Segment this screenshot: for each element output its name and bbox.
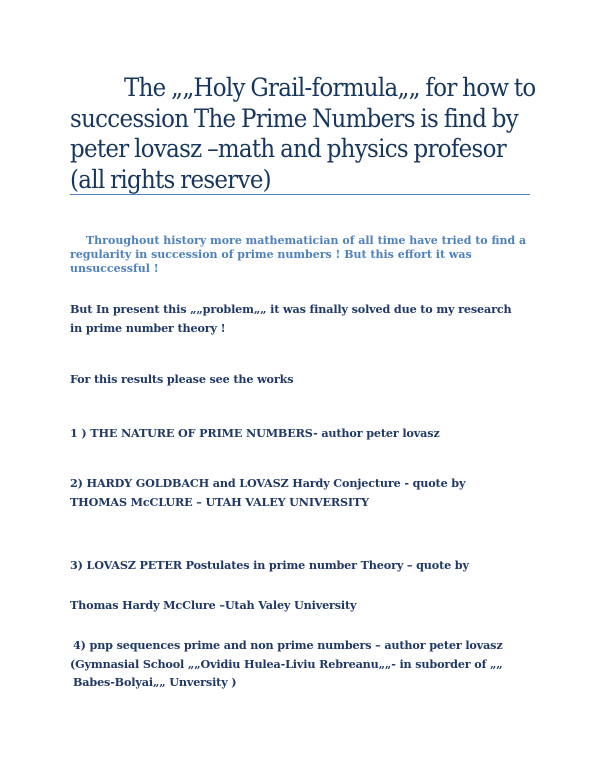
document-title	[70, 73, 540, 195]
title-line: peter lovasz –math and physics profesor	[70, 134, 506, 164]
work-item-text: (Gymnasial School „„Ovidiu Hulea-Liviu Rebreanu„„- in suborder of „„	[70, 656, 503, 671]
results-intro	[70, 370, 550, 389]
work-item-3	[70, 556, 550, 575]
work-item-text: 2) HARDY GOLDBACH and LOVASZ Hardy Conjecture - quote by	[70, 476, 466, 490]
work-item-text: 1 ) THE NATURE OF PRIME NUMBERS- author peter lovasz	[70, 426, 440, 440]
work-item-3-author	[70, 596, 550, 615]
present-line: in prime number theory !	[70, 320, 226, 335]
title-line: The „„Holy Grail-formula„„ for how to	[124, 73, 536, 103]
present-line: But In present this „„problem„„ it was finally solved due to my research	[70, 302, 512, 316]
work-item-text: Babes-Bolyai„„ Unversity )	[73, 675, 237, 689]
title-divider	[70, 194, 530, 195]
intro-line: regularity in succession of prime numbers ! But this effort it was	[70, 248, 472, 261]
results-intro-text: For this results please see the works	[70, 372, 294, 386]
title-line: (all rights reserve)	[70, 164, 271, 195]
work-item-text: Thomas Hardy McClure –Utah Valey University	[70, 598, 357, 612]
work-item-1	[70, 424, 550, 443]
work-item-2	[70, 474, 550, 511]
intro-line: unsuccessful !	[70, 262, 159, 275]
intro-line: Throughout history more mathematician of all time have tried to find a	[86, 234, 527, 247]
present-paragraph	[70, 300, 550, 337]
work-item-text: THOMAS McCLURE – UTAH VALEY UNIVERSITY	[70, 494, 370, 509]
work-item-4	[70, 636, 550, 692]
title-line: succession The Prime Numbers is find by	[70, 103, 519, 134]
intro-paragraph	[70, 234, 540, 276]
work-item-text: 3) LOVASZ PETER Postulates in prime number Theory – quote by	[70, 558, 469, 572]
work-item-text: 4) pnp sequences prime and non prime numbers – author peter lovasz	[73, 638, 503, 652]
